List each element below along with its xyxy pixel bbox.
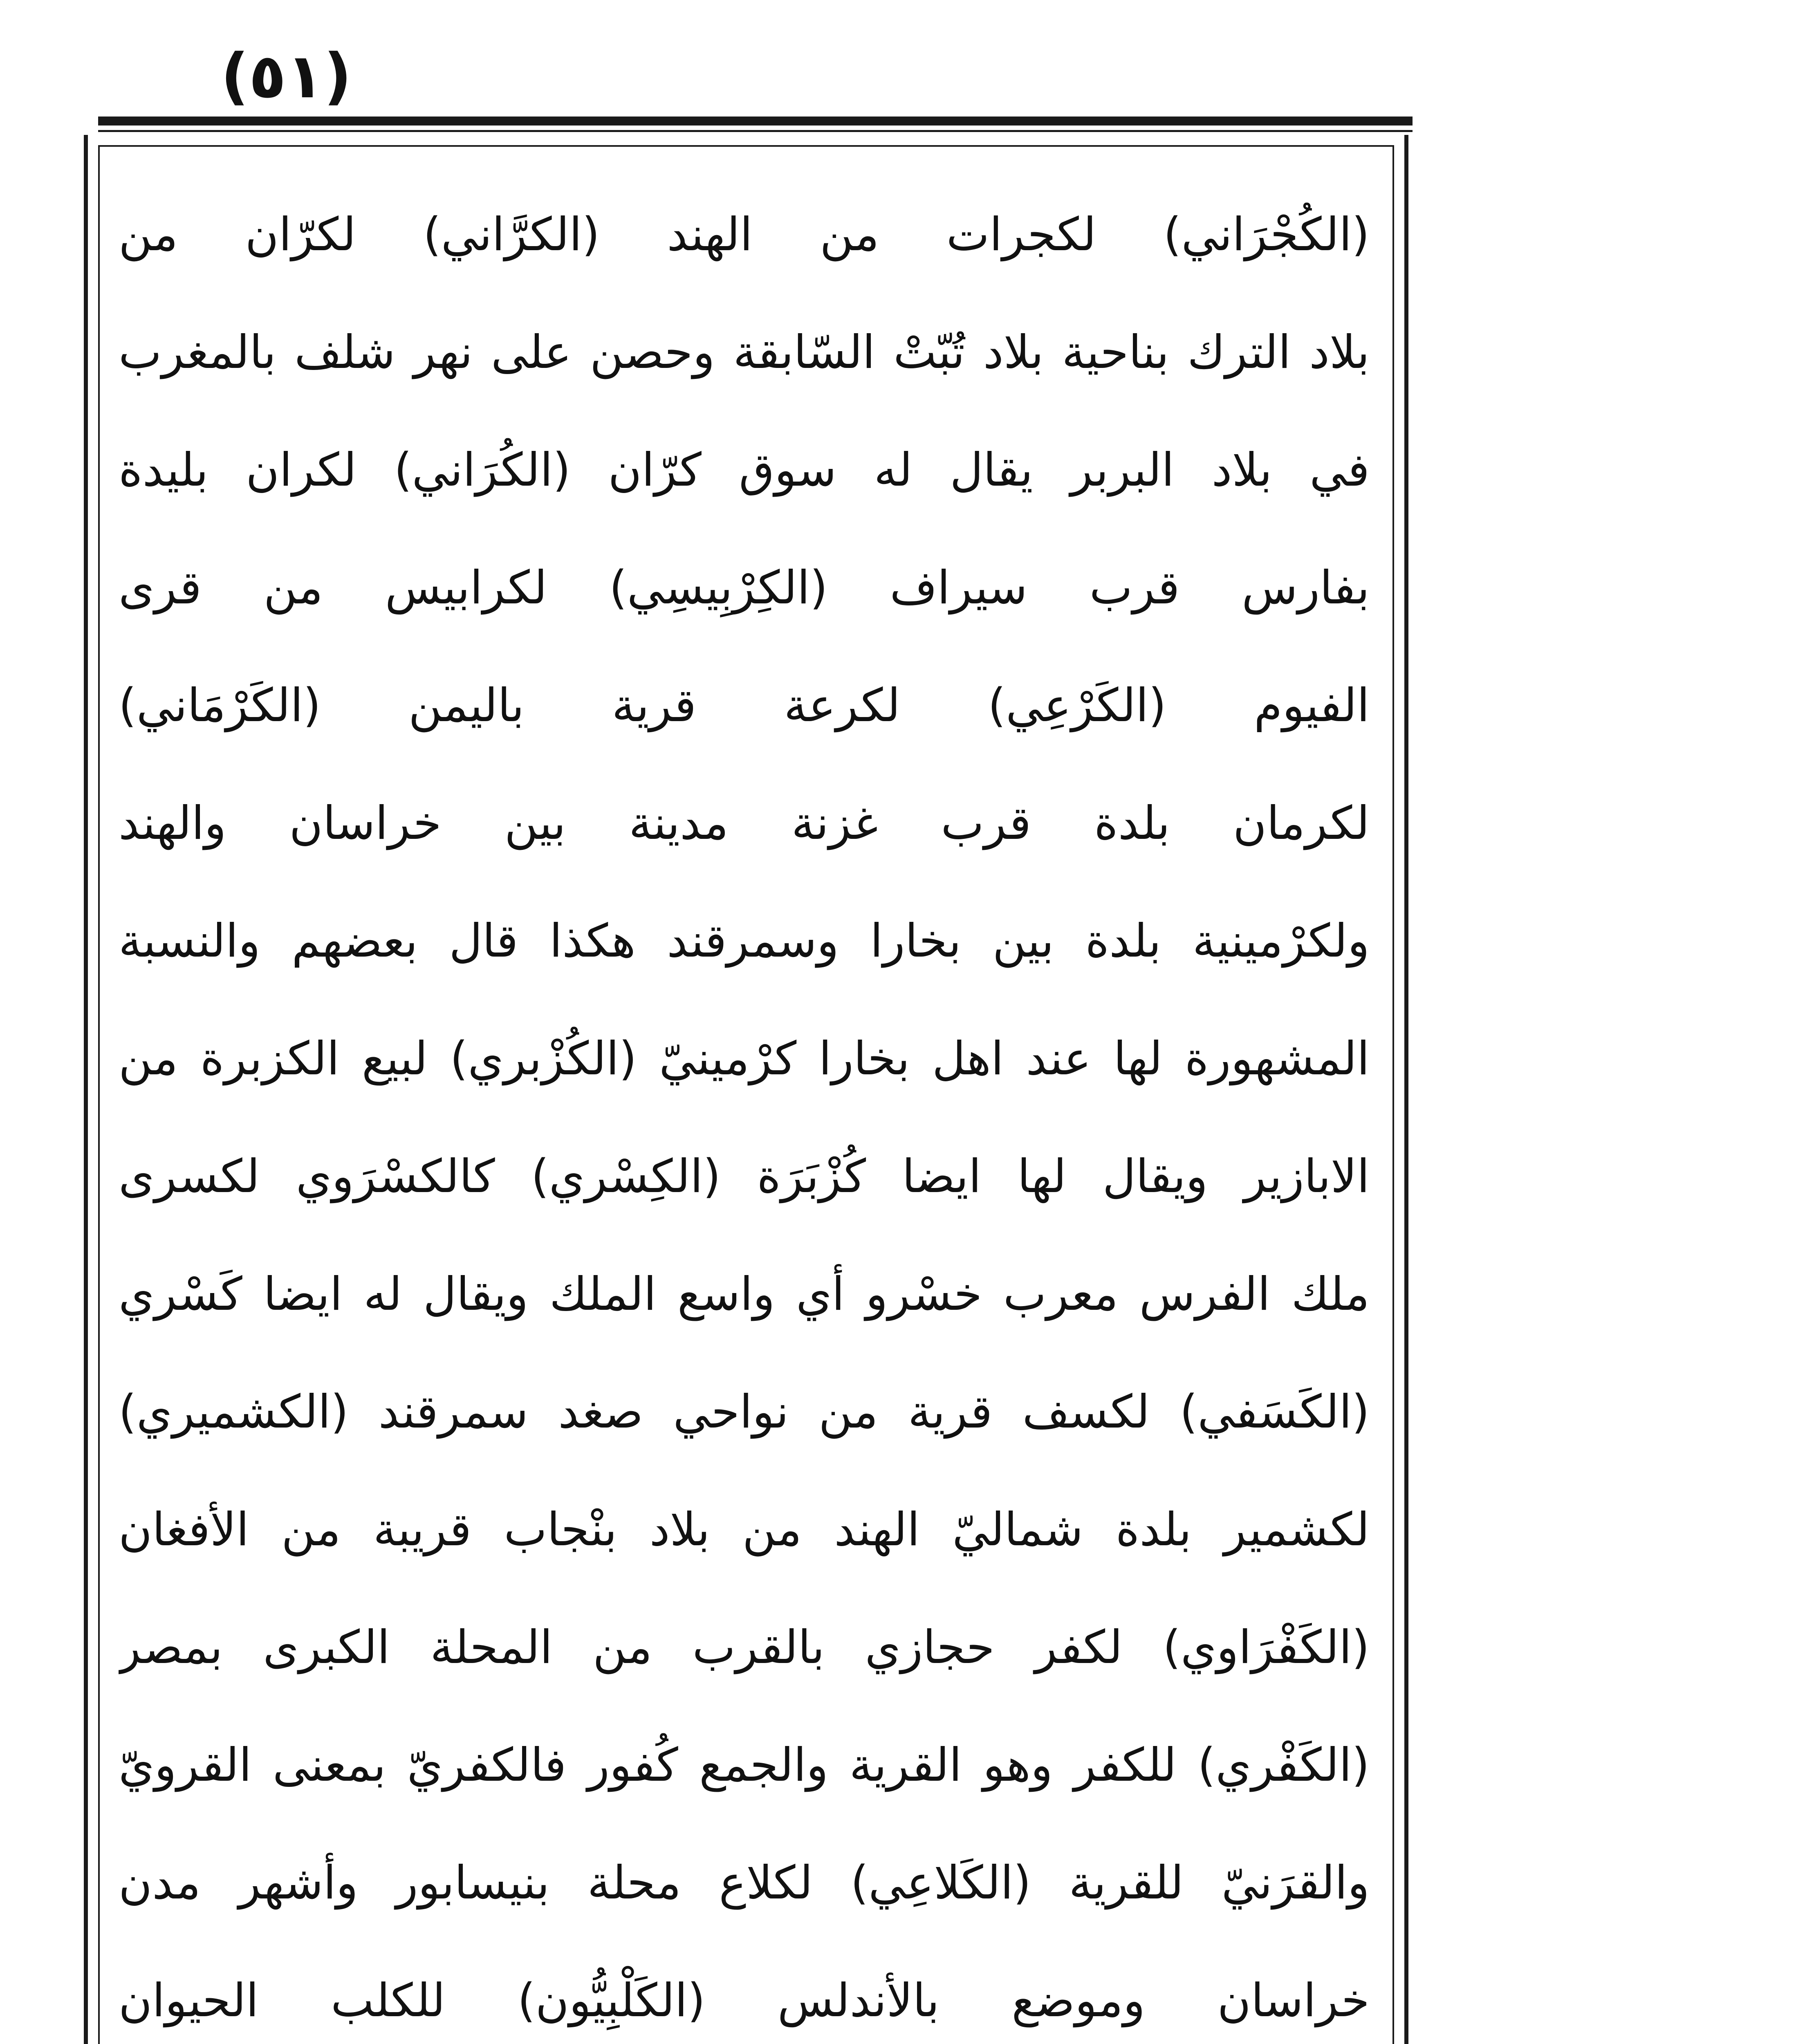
text-line: في بلاد البربر يقال له سوق كرّان (الكُرَاني) لكران بليدة [119,444,1370,497]
text-line: لكشمير بلدة شماليّ الهند من بلاد بنْجاب قريبة من الأفغان [119,1503,1370,1556]
body-text [119,176,1370,2044]
top-rule-thick [98,117,1413,126]
text-line: ولكرْمينية بلدة بين بخارا وسمرقند هكذا قال بعضهم والنسبة [119,914,1370,968]
text-line: (الكَسَفي) لكسف قرية من نواحي صغد سمرقند (الكشميري) [119,1385,1370,1439]
text-line: خراسان وموضع بالأندلس (الكَلْبِيُّون) للكلب الحيوان [119,1974,1370,2027]
text-line: المشهورة لها عند اهل بخارا كرْمينيّ (الكُزْبري) لبيع الكزبرة من [119,1032,1370,1085]
page-number: (٥١) [221,41,352,112]
text-line: الابازير ويقال لها ايضا كُزْبَرَة (الكِسْري) كالكسْرَوي لكسرى [119,1150,1370,1203]
text-line: (الكُجْرَاني) لكجرات من الهند (الكرَّاني) لكرّان من [119,208,1370,261]
text-line: (الكَفْرَاوي) لكفر حجازي بالقرب من المحلة الكبرى بمصر [119,1621,1370,1674]
text-line: الفيوم (الكَرْعِي) لكرعة قرية باليمن (الكَرْمَاني) [119,679,1370,732]
top-rule-thin [98,130,1413,132]
text-line: والقرَنيّ للقرية (الكَلاعِي) لكلاع محلة بنيسابور وأشهر مدن [119,1856,1370,1910]
text-line: (الكَفْري) للكفر وهو القرية والجمع كُفور فالكفريّ بمعنى القرويّ [119,1739,1370,1792]
text-line: بفارس قرب سيراف (الكِرْبِيسِي) لكرابيس من قرى [119,561,1370,614]
text-line: ملك الفرس معرب خسْرو أي واسع الملك ويقال له ايضا كَسْري [119,1268,1370,1321]
text-line: لكرمان بلدة قرب غزنة مدينة بين خراسان والهند [119,797,1370,850]
text-line: بلاد الترك بناحية بلاد تُبّتْ السّابقة وحصن على نهر شلف بالمغرب [119,326,1370,379]
